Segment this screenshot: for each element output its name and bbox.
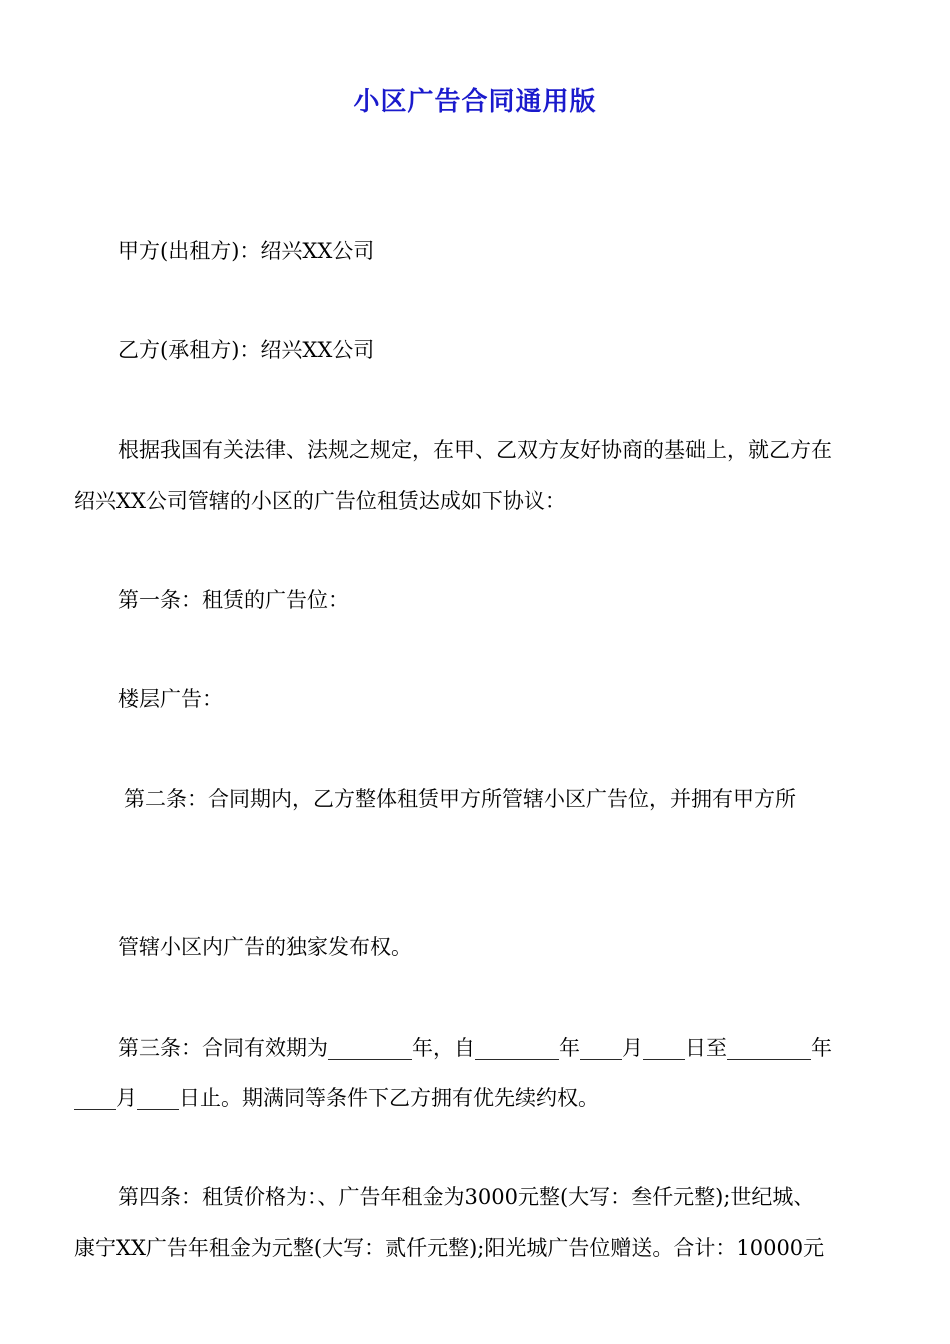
article-3-line-2: ____月____日止。期满同等条件下乙方拥有优先续约权。: [74, 1086, 599, 1110]
article-2-line-1: 第二条：合同期内，乙方整体租赁甲方所管辖小区广告位，并拥有甲方所: [124, 787, 796, 811]
party-b-line: 乙方(承租方)：绍兴XX公司: [118, 338, 375, 362]
article-3-line-1: 第三条：合同有效期为________年，自________年____月____日至________年: [118, 1036, 832, 1060]
floor-ads-line: 楼层广告：: [118, 687, 223, 711]
document-title: 小区广告合同通用版: [353, 87, 597, 117]
article-4-line-2: 康宁XX广告年租金为元整(大写：贰仟元整);阳光城广告位赠送。合计：10000元: [74, 1236, 825, 1260]
preamble-line-2: 绍兴XX公司管辖的小区的广告位租赁达成如下协议：: [74, 489, 566, 513]
article-2-line-2: 管辖小区内广告的独家发布权。: [118, 935, 412, 959]
preamble-line-1: 根据我国有关法律、法规之规定，在甲、乙双方友好协商的基础上，就乙方在: [118, 438, 832, 462]
article-4-line-1: 第四条：租赁价格为：、广告年租金为3000元整(大写：叁仟元整);世纪城、: [118, 1185, 815, 1209]
article-1-heading: 第一条：租赁的广告位：: [118, 588, 349, 612]
party-a-line: 甲方(出租方)：绍兴XX公司: [118, 239, 375, 263]
